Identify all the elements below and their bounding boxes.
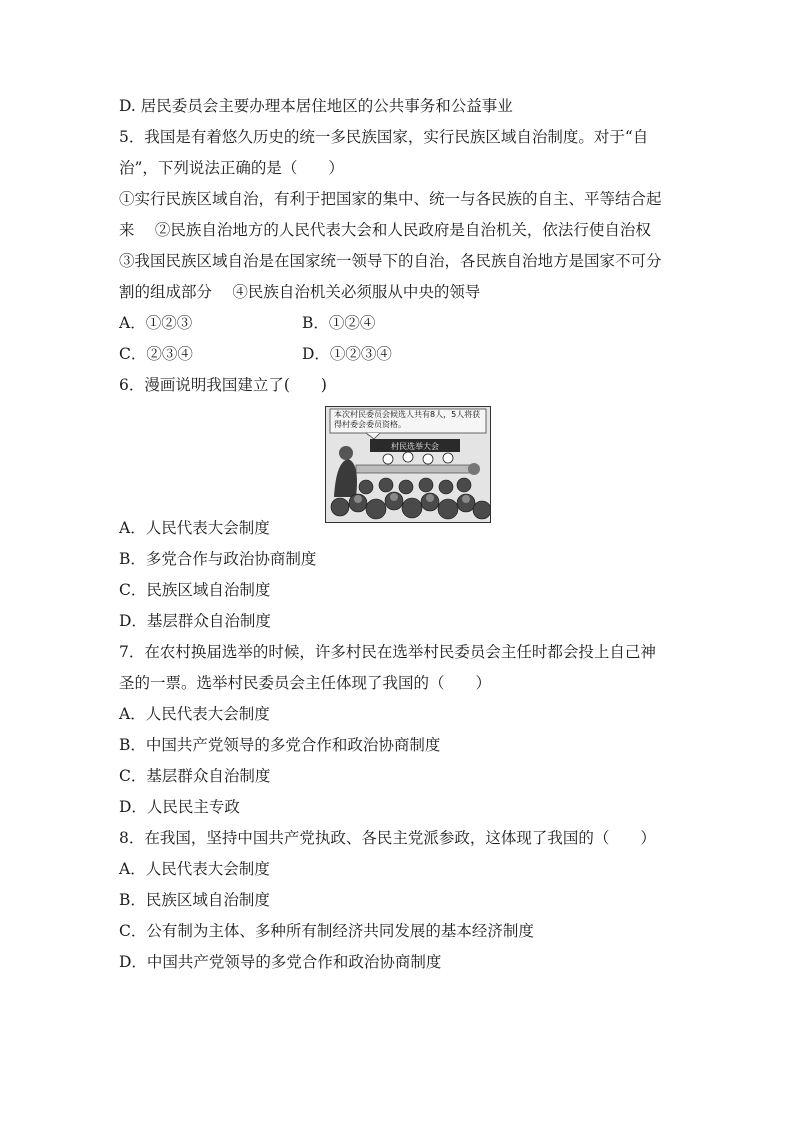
q5-option-d: D．①②③④ bbox=[302, 345, 392, 363]
q8-option-b: B．民族区域自治制度 bbox=[119, 891, 270, 909]
q8-option-c: C．公有制为主体、多种所有制经济共同发展的基本经济制度 bbox=[119, 922, 534, 940]
q4-option-d: D. 居民委员会主要办理本居住地区的公共事务和公益事业 bbox=[119, 97, 513, 115]
cartoon-banner: 村民选举大会 bbox=[391, 442, 439, 451]
q7-option-a: A．人民代表大会制度 bbox=[119, 705, 270, 723]
q6-option-d: D．基层群众自治制度 bbox=[119, 612, 271, 630]
q5-option-a: A．①②③ bbox=[119, 314, 193, 332]
q8-option-a: A．人民代表大会制度 bbox=[119, 860, 270, 878]
q7-option-c: C．基层群众自治制度 bbox=[119, 767, 271, 785]
election-cartoon-image bbox=[325, 406, 491, 523]
q6-option-b: B．多党合作与政治协商制度 bbox=[119, 550, 317, 568]
q5-stem-line2: 治”，下列说法正确的是（ ） bbox=[119, 159, 344, 177]
q5-statement-line3: ③我国民族区域自治是在国家统一领导下的自治，各民族自治地方是国家不可分 bbox=[119, 252, 662, 270]
q8-stem: 8．在我国，坚持中国共产党执政、各民主党派参政，这体现了我国的（ ） bbox=[119, 829, 656, 847]
q7-option-d: D．人民民主专政 bbox=[119, 798, 240, 816]
q6-option-c: C．民族区域自治制度 bbox=[119, 581, 271, 599]
q6-stem: 6．漫画说明我国建立了( ) bbox=[119, 376, 327, 394]
q7-stem-line1: 7．在农村换届选举的时候，许多村民在选举村民委员会主任时都会投上自己神 bbox=[119, 643, 656, 661]
q5-stem-line1: 5．我国是有着悠久历史的统一多民族国家，实行民族区域自治制度。对于“自 bbox=[119, 128, 649, 146]
q5-statement-line4: 割的组成部分 ④民族自治机关必须服从中央的领导 bbox=[119, 283, 481, 301]
q5-statement-line2: 来 ②民族自治地方的人民代表大会和人民政府是自治机关，依法行使自治权 bbox=[119, 221, 651, 239]
cartoon-caption: 本次村民委员会候选人共有8人，5人将获得村委会委员资格。 bbox=[334, 410, 481, 429]
q5-option-b: B．①②④ bbox=[302, 314, 376, 332]
q5-statement-line1: ①实行民族区域自治，有利于把国家的集中、统一与各民族的自主、平等结合起 bbox=[119, 190, 662, 208]
q8-option-d: D．中国共产党领导的多党合作和政治协商制度 bbox=[119, 953, 442, 971]
q6-option-a: A．人民代表大会制度 bbox=[119, 519, 270, 537]
q7-option-b: B．中国共产党领导的多党合作和政治协商制度 bbox=[119, 736, 441, 754]
q7-stem-line2: 圣的一票。选举村民委员会主任体现了我国的（ ） bbox=[119, 674, 492, 692]
q5-option-c: C．②③④ bbox=[119, 345, 193, 363]
